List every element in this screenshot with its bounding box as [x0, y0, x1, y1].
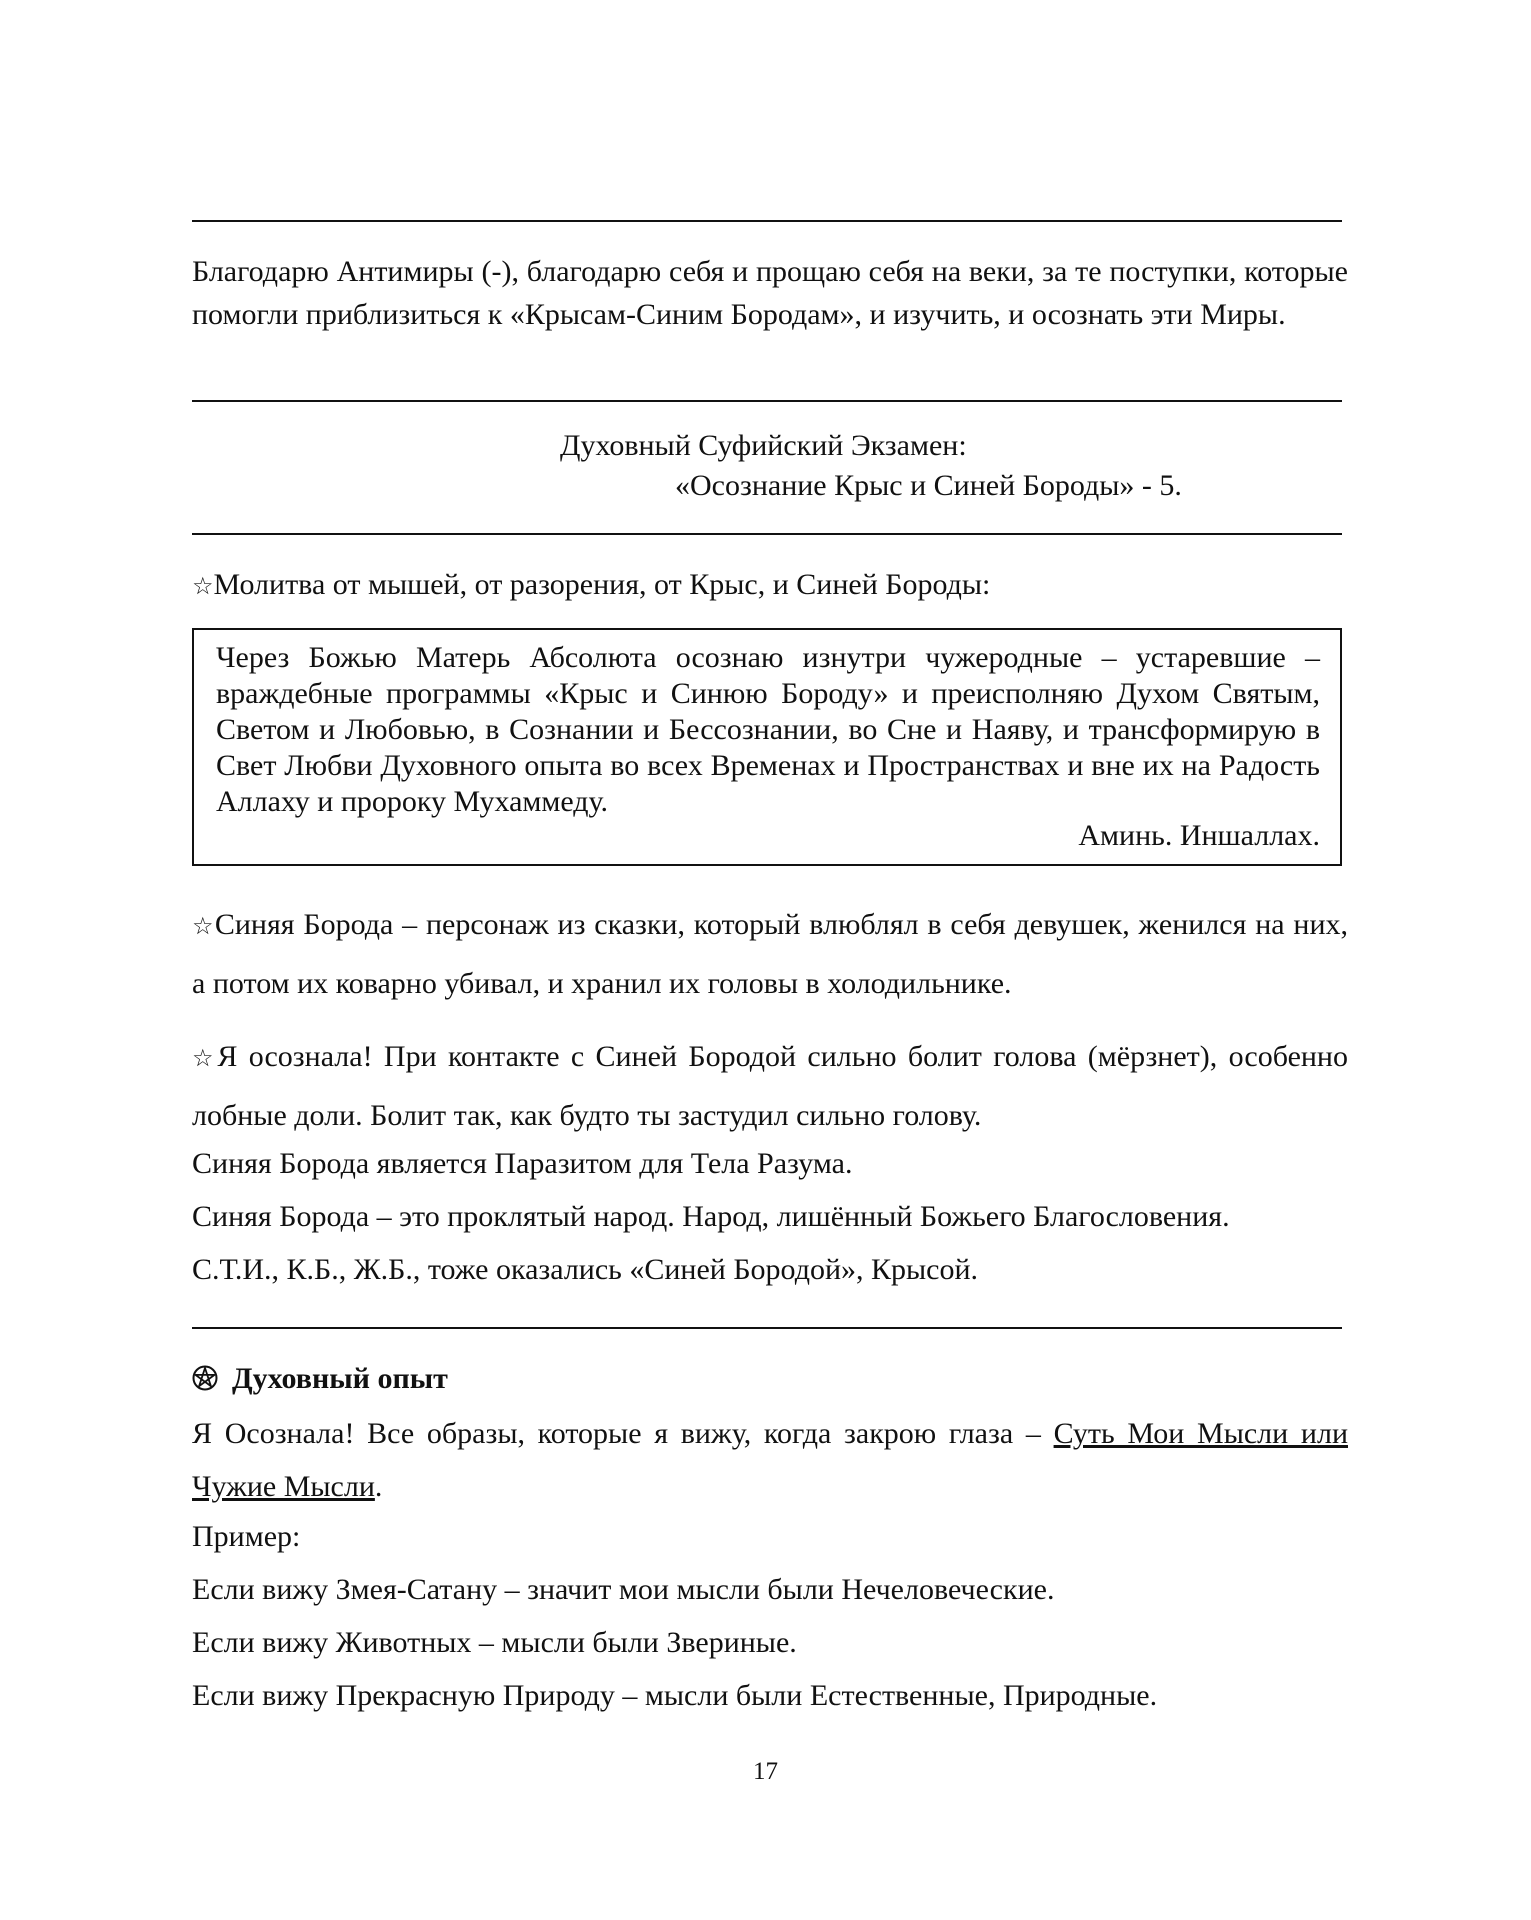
realization-paragraph — [192, 1028, 1348, 1144]
exam-title: Духовный Суфийский Экзамен: — [560, 429, 967, 462]
separator-line — [192, 1327, 1342, 1329]
prayer-text: Через Божью Матерь Абсолюта осознаю изнутри чужеродные – устаревшие – враждебные программы «Крыс и Синюю Бороду» и преисполняю Духом Святым, Светом и Любовью, в Сознании и Бессознании, во Сне и Наяву, и трансформирую в Свет Любви Духовного опыта во всех Временах и Пространствах и вне их на Радость Аллаху и пророку Мухаммеду. — [216, 641, 1320, 818]
experience-intro-end: . — [374, 1470, 383, 1503]
separator-line — [192, 400, 1342, 402]
experience-intro-underlined: Суть Мои Мысли или Чужие Мысли — [192, 1417, 1348, 1503]
prayer-title-text: Молитва от мышей, от разорения, от Крыс, и Синей Бороды: — [213, 568, 991, 601]
intro-paragraph: Благодарю Антимиры (-), благодарю себя и прощаю себя на веки, за те поступки, которые помогли приблизиться к «Крысам-Синим Бородам», и изучить, и осознать эти Миры. — [192, 255, 1348, 331]
star-icon: ☆ — [192, 572, 214, 600]
experience-intro — [192, 1407, 1348, 1513]
star-icon: ☆ — [192, 912, 215, 940]
prayer-box — [192, 628, 1342, 866]
prayer-title — [192, 563, 1348, 608]
exam-subtitle: «Осознание Крыс и Синей Бороды» - 5. — [675, 469, 1182, 502]
bluebeard-text: Синяя Борода – персонаж из сказки, который влюблял в себя девушек, женился на них, а потом их коварно убивал, и хранил их головы в холодильнике. — [192, 908, 1348, 1000]
parasite-line: Синяя Борода является Паразитом для Тела Разума. — [192, 1147, 853, 1180]
names-line: С.Т.И., К.Б., Ж.Б., тоже оказались «Синей Бородой», Крысой. — [192, 1253, 979, 1286]
experience-heading — [192, 1357, 1348, 1400]
bluebeard-paragraph — [192, 896, 1348, 1012]
cursed-line: Синяя Борода – это проклятый народ. Народ, лишённый Божьего Благословения. — [192, 1200, 1230, 1233]
experience-heading-text: Духовный опыт — [232, 1362, 448, 1395]
separator-line — [192, 533, 1342, 535]
example-item: Если вижу Животных – мысли были Звериные. — [192, 1626, 797, 1659]
example-item: Если вижу Змея-Сатану – значит мои мысли были Нечеловеческие. — [192, 1573, 1055, 1606]
prayer-amen: Аминь. Иншаллах. — [1078, 819, 1320, 852]
example-label: Пример: — [192, 1520, 301, 1553]
star-icon: ☆ — [192, 1044, 218, 1072]
page-number: 17 — [753, 1758, 778, 1785]
example-item: Если вижу Прекрасную Природу – мысли были Естественные, Природные. — [192, 1679, 1158, 1712]
separator-line — [192, 220, 1342, 222]
realization-text: Я осознала! При контакте с Синей Бородой сильно болит голова (мёрзнет), особенно лобные доли. Болит так, как будто ты застудил сильно голову. — [192, 1040, 1348, 1132]
experience-intro-text: Я Осознала! Все образы, которые я вижу, когда закрою глаза – — [192, 1417, 1054, 1450]
pentagram-icon — [192, 1365, 218, 1391]
